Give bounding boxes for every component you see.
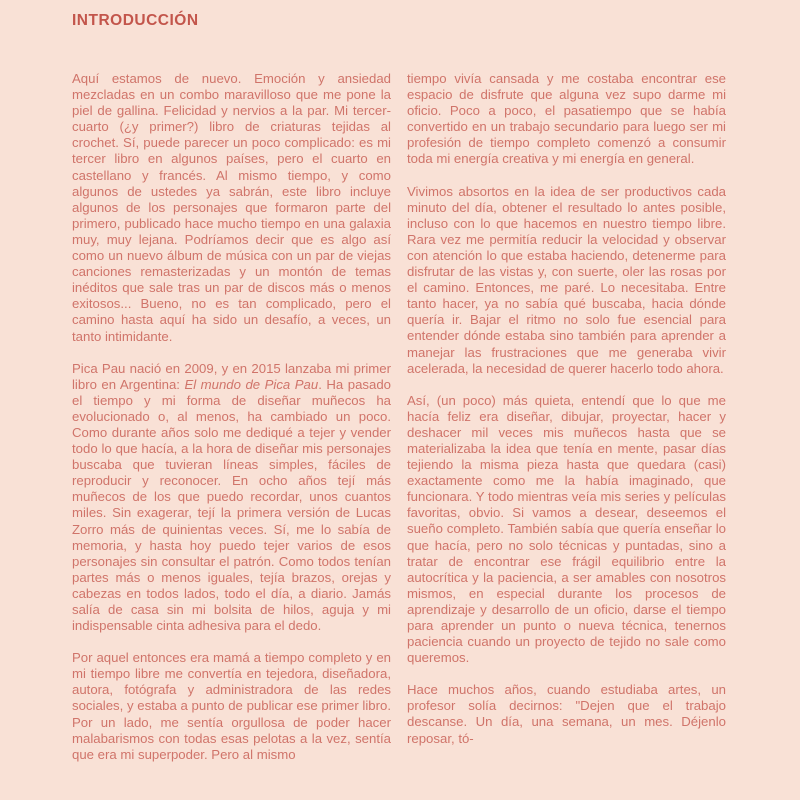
paragraph-cansada: tiempo vivía cansada y me costaba encontrar ese espacio de disfrute que alguna vez supo darme mi oficio. Poco a poco, el pasatiempo que se había convertido en un trabajo secundario para luego ser mi profesión de tiempo completo comenzó a consumir toda mi energía creativa y mi energía en general.	[407, 71, 726, 167]
paragraph-profesor: Hace muchos años, cuando estudiaba artes, un profesor solía decirnos: "Dejen que el trabajo descanse. Un día, una semana, un mes. Déjenlo reposar, tó-	[407, 682, 726, 746]
text-columns	[72, 71, 726, 779]
page-title: INTRODUCCIÓN	[72, 12, 199, 29]
paragraph-productivos: Vivimos absortos en la idea de ser productivos cada minuto del día, obtener el resultado lo antes posible, incluso con lo que hacemos en nuestro tiempo libre. Rara vez me permitía reducir la velocidad y observar con atención lo que estaba haciendo, detenerme para disfrutar de las vistas y, con suerte, oler las rosas por el camino. Entonces, me paré. Lo necesitaba. Entre tanto hacer, ya no sabía qué buscaba, hacia dónde quería ir. Bajar el ritmo no solo fue esencial para entender dónde estaba sino también para aprender a manejar las frustraciones que me generaba vivir acelerada, la necesidad de querer hacerlo todo ahora.	[407, 183, 726, 376]
book-title-italic: El mundo de Pica Pau	[184, 376, 319, 392]
paragraph-intro: Aquí estamos de nuevo. Emoción y ansiedad mezcladas en un combo maravilloso que me pone la piel de gallina. Felicidad y nervios a la par. Mi tercer-cuarto (¿y primer?) libro de criaturas tejidas al crochet. Sí, puede parecer un poco complicado: es mi tercer libro en algunos países, pero el cuarto en castellano y francés. Al mismo tiempo, y como algunos de ustedes ya sabrán, este libro incluye algunos de los personajes que formaron parte del primero, publicado hace mucho tiempo en una galaxia muy, muy lejana. Podríamos decir que es algo así como un nuevo álbum de música con un par de viejas canciones remasterizadas y un montón de temas inéditos que sale tras un par de discos más o menos exitosos... Bueno, no es tan complicado, pero el camino hasta aquí ha sido un desafío, a veces, un tanto intimidante.	[72, 71, 391, 344]
paragraph-quieta: Así, (un poco) más quieta, entendí que lo que me hacía feliz era diseñar, dibujar, proyectar, hacer y deshacer mil veces mis muñecos hasta que se materializaba la idea que tenía en mente, pasar días tejiendo la misma pieza hasta que quedara (casi) exactamente como me la había imaginado, que funcionara. Y todo mientras veía mis series y películas favoritas, obvio. Si vamos a desear, deseemos el sueño completo. También sabía que quería enseñar lo que hacía, pero no solo técnicas y puntadas, sino a tratar de encontrar ese frágil equilibrio entre la autocrítica y la paciencia, a ser amables con nosotros mismos, en especial durante los procesos de aprendizaje y desarrollo de un oficio, darse el tiempo para aprender un punto o nueva técnica, tenernos paciencia cuando un proyecto de tejido no sale como queremos.	[407, 392, 726, 666]
paragraph-pica-pau-rest: . Ha pasado el tiempo y mi forma de diseñar muñecos ha evolucionado o, al menos, ha cambiado un poco. Como durante años solo me dediqué a tejer y vender todo lo que hacía, a la hora de diseñar mis personajes buscaba que tuvieran líneas simples, fáciles de reproducir y reconocer. En ocho años tejí más muñecos de los que puedo recordar, unos cuantos miles. Sin exagerar, tejí la primera versión de Lucas Zorro más de quinientas veces. Sí, me lo sabía de memoria, y hasta hoy puedo tejer varios de esos personajes sin consultar el patrón. Como todos tenían partes más o menos iguales, tejía brazos, orejas y cabezas en todos lados, todo el día, a diario. Jamás salía de casa sin mi bolsita de hilos, aguja y mi indispensable cinta adhesiva para el dedo.	[72, 376, 391, 634]
paragraph-pica-pau	[72, 361, 391, 635]
paragraph-pica-pau-start: Pica Pau nació en 2009, y en 2015 lanzaba mi primer libro en Argentina:	[72, 360, 391, 392]
paragraph-mama: Por aquel entonces era mamá a tiempo completo y en mi tiempo libre me convertía en tejedora, diseñadora, autora, fotógrafa y administradora de las redes sociales, y estaba a punto de publicar ese primer libro. Por un lado, me sentía orgullosa de poder hacer malabarismos con todas esas pelotas a la vez, sentía que era mi superpoder. Pero al mismo	[72, 650, 391, 762]
left-column	[72, 71, 391, 779]
right-column	[407, 71, 726, 779]
